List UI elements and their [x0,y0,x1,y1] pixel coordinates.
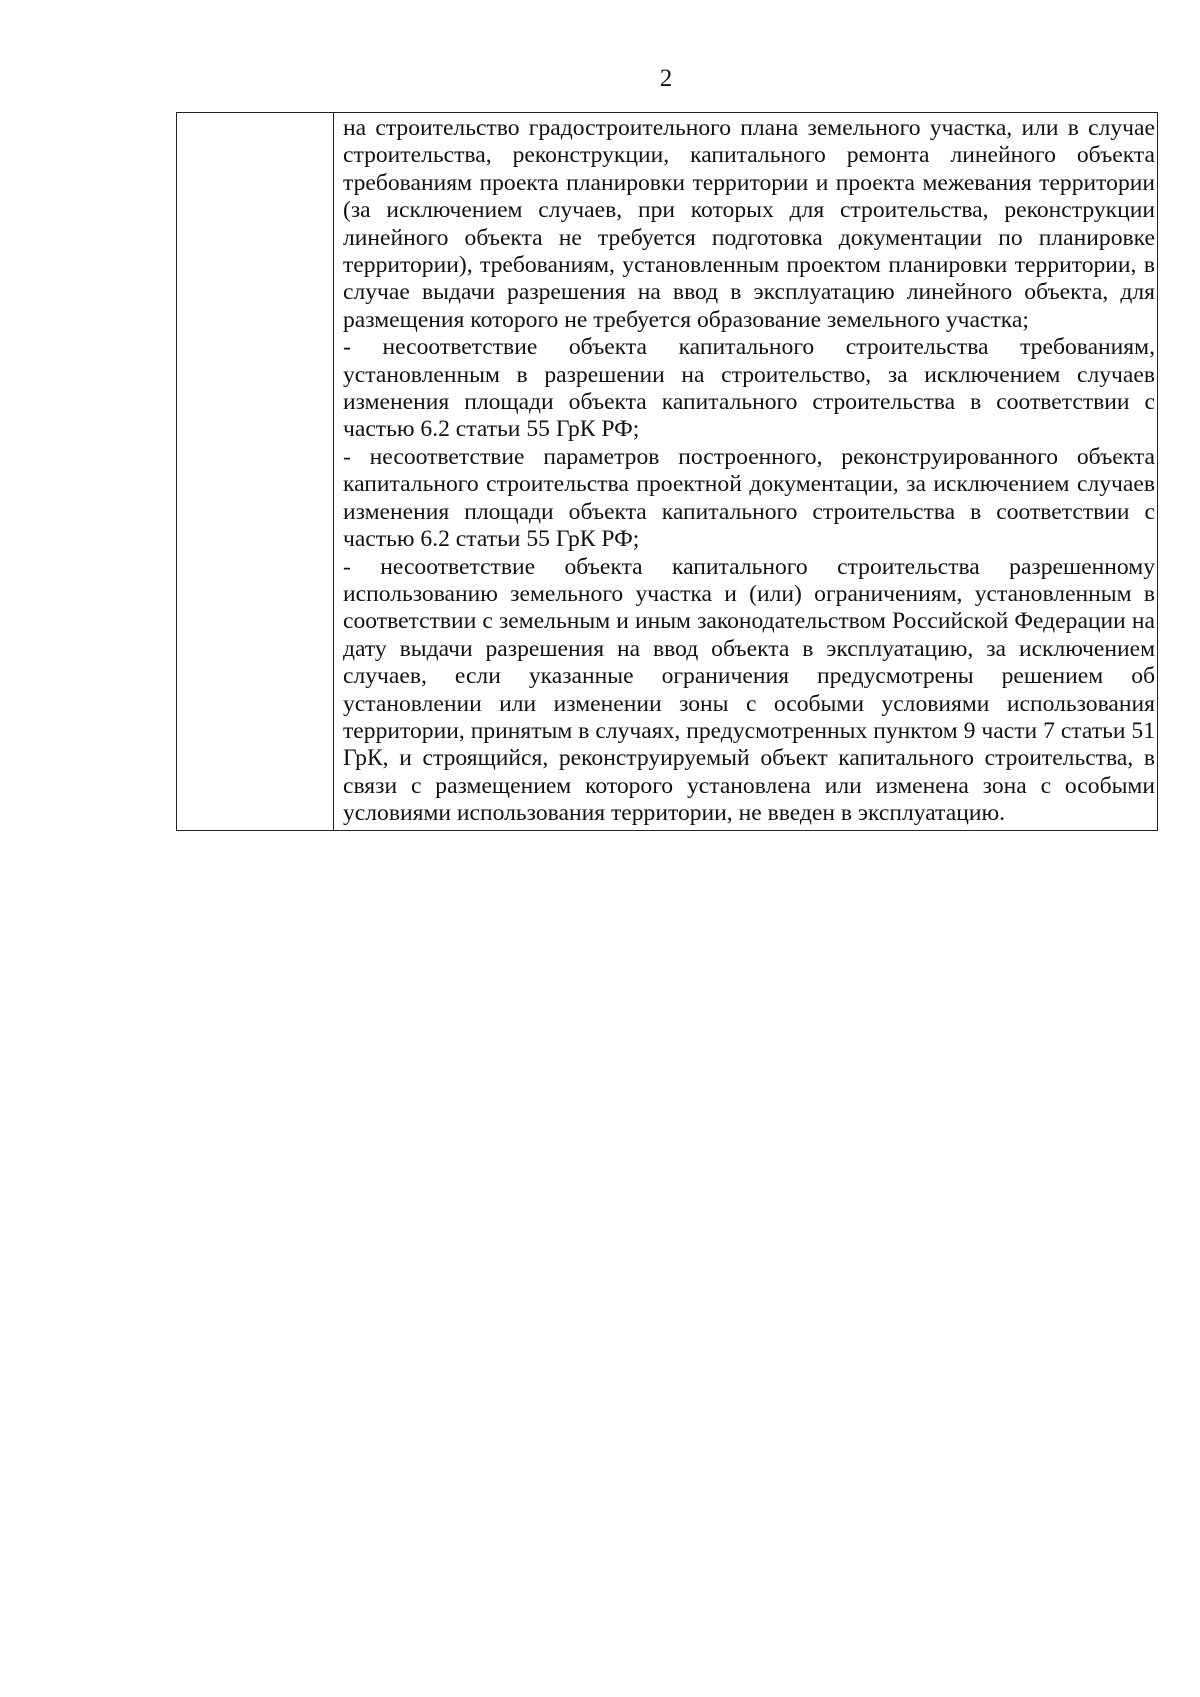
paragraph-continuation: на строительство градостроительного плана земельного участка, или в случае строительства, реконструкции, капитального ремонта линейного объекта требованиям проекта планировки территории и проекта межевания территории (за исключением случаев, при которых для строительства, реконструкции линейного объекта не требуется подготовка документации по планировке территории), требованиям, установленным проектом планировки территории, в случае выдачи разрешения на ввод в эксплуатацию линейного объекта, для размещения которого не требуется образование земельного участка; [343,115,1155,333]
table-row [177,113,1158,831]
table-cell-right [334,113,1158,831]
paragraph-item-2: - несоответствие параметров построенного, реконструированного объекта капитального строительства проектной документации, за исключением случаев изменения площади объекта капитального строительства в соответствии с частью 6.2 статьи 55 ГрК РФ; [343,443,1155,553]
paragraph-item-3: - несоответствие объекта капитального строительства разрешенному использованию земельного участка и (или) ограничениям, установленным в соответствии с земельным и иным законодательством Российской Федерации на дату выдачи разрешения на ввод объекта в эксплуатацию, за исключением случаев, если указанные ограничения предусмотрены решением об установлении или изменении зоны с особыми условиями использования территории, принятым в случаях, предусмотренных пунктом 9 части 7 статьи 51 ГрК, и строящийся, реконструируемый объект капитального строительства, в связи с размещением которого установлена или изменена зона с особыми условиями использования территории, не введен в эксплуатацию. [343,553,1155,827]
page-number: 2 [659,65,673,92]
paragraph-item-1: - несоответствие объекта капитального строительства требованиям, установленным в разрешении на строительство, за исключением случаев изменения площади объекта капитального строительства в соответствии с частью 6.2 статьи 55 ГрК РФ; [343,334,1155,443]
right-cell-content [334,113,1157,830]
left-cell-text [177,113,333,117]
table-cell-left [177,113,334,831]
document-table [176,112,1158,831]
